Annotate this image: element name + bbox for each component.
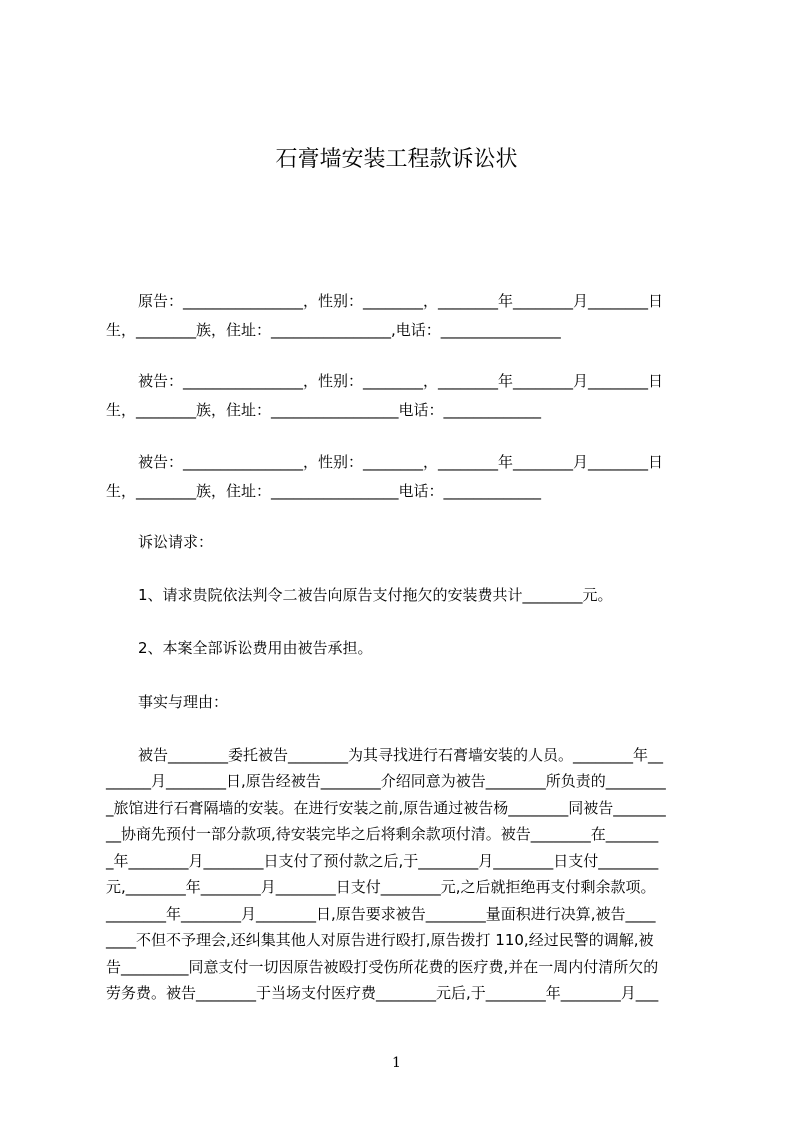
facts-line-10: 劳务费。被告________于当场支付医疗费________元后,于________年________月___ (106, 984, 659, 1002)
facts-line-9: 告_________同意支付一切因原告被殴打受伤所花费的医疗费,并在一周内付清所欠的 (106, 958, 659, 976)
plaintiff-line-1: 原告：________________，性别：________，________年________月________日 (138, 292, 664, 310)
claim-2: 2、本案全部诉讼费用由被告承担。 (138, 639, 373, 657)
claims-heading: 诉讼请求： (138, 533, 214, 551)
facts-line-3: _旅馆进行石膏隔墙的安装。在进行安装之前,原告通过被告杨________同被告_______ (106, 799, 666, 817)
facts-heading: 事实与理由： (138, 693, 229, 711)
facts-line-2: ______月________日,原告经被告________介绍同意为被告________所负责的________ (106, 772, 666, 790)
facts-line-5: _年________月________日支付了预付款之后,于________月________日支付________ (106, 852, 659, 870)
facts-line-6: 元,________年________月________日支付________元,之后就拒绝再支付剩余款项。 (106, 878, 656, 896)
claim-1: 1、请求贵院依法判令二被告向原告支付拖欠的安装费共计________元。 (138, 586, 613, 604)
page-number: 1 (392, 1055, 401, 1071)
facts-line-1: 被告________委托被告________为其寻找进行石膏墙安装的人员。________年__ (138, 746, 664, 764)
plaintiff-line-2: 生，________族，住址：________________,电话：________________ (106, 321, 561, 339)
facts-line-8: ____不但不予理会,还纠集其他人对原告进行殴打,原告拨打 110,经过民警的调解,被 (106, 931, 654, 949)
defendant-1-line-2: 生，________族，住址：_________________电话：_____________ (106, 401, 542, 419)
document-title: 石膏墙安装工程款诉讼状 (275, 147, 518, 172)
facts-line-7: ________年________月________日,原告要求被告________量面积进行决算,被告____ (106, 905, 656, 923)
defendant-2-line-2: 生，________族，住址：_________________电话：_____________ (106, 482, 542, 500)
defendant-1-line-1: 被告：________________，性别：________，________年________月________日 (138, 372, 664, 390)
defendant-2-line-1: 被告：________________，性别：________，________年________月________日 (138, 453, 664, 471)
facts-line-4: __协商先预付一部分款项,待安装完毕之后将剩余款项付清。被告________在_______ (106, 825, 659, 843)
